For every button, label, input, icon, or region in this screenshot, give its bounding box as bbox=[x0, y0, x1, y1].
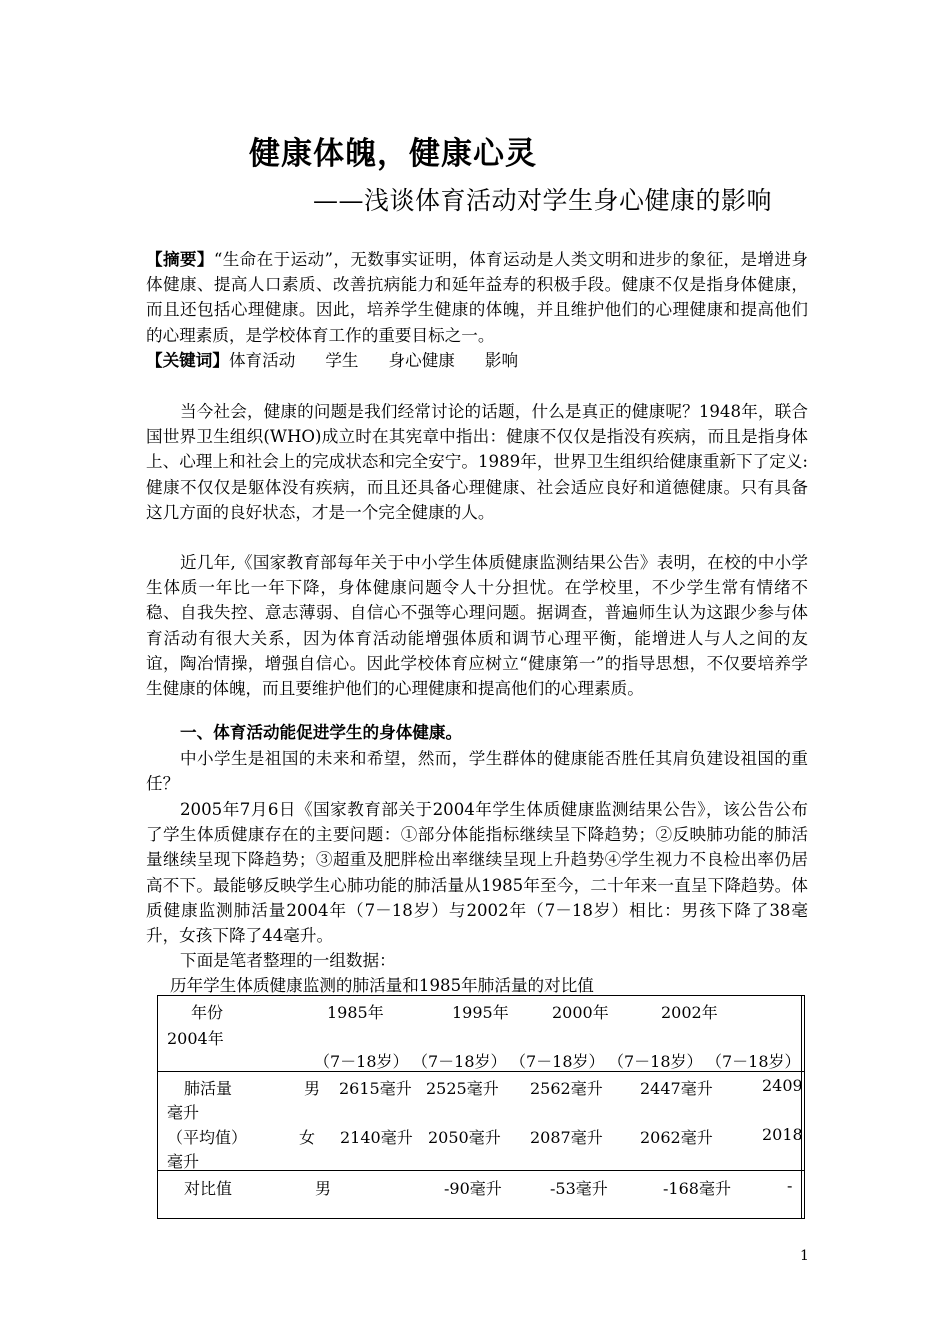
table-caption: 历年学生体质健康监测的肺活量和1985年肺活量的对比值 bbox=[170, 976, 594, 995]
unit-label: 毫升 bbox=[167, 1103, 200, 1122]
keyword-item: 学生 bbox=[325, 351, 359, 370]
table-rule bbox=[801, 996, 802, 1218]
value-cell: - bbox=[787, 1176, 793, 1195]
value-cell: 2409 bbox=[762, 1076, 803, 1095]
year-header: 年份 bbox=[191, 1003, 224, 1022]
value-cell: 2447毫升 bbox=[640, 1079, 713, 1098]
age-range-cell: （7－18岁） bbox=[706, 1052, 801, 1071]
value-cell: 2140毫升 bbox=[340, 1128, 413, 1147]
keyword-item: 身心健康 bbox=[388, 351, 455, 370]
abstract bbox=[146, 247, 808, 348]
year-cell: 2002年 bbox=[661, 1003, 718, 1022]
age-range-cell: （7－18岁） bbox=[608, 1052, 703, 1071]
page-title: 健康体魄，健康心灵 bbox=[249, 136, 537, 172]
female-label: 女 bbox=[299, 1128, 316, 1147]
paragraph-5: 下面是笔者整理的一组数据： bbox=[180, 951, 396, 970]
page-subtitle: ——浅谈体育活动对学生身心健康的影响 bbox=[313, 186, 773, 215]
data-table bbox=[157, 995, 805, 1219]
value-cell: 2615毫升 bbox=[339, 1079, 412, 1098]
unit-label: 毫升 bbox=[167, 1152, 200, 1171]
year-cell: 1985年 bbox=[327, 1003, 384, 1022]
keyword-item: 体育活动 bbox=[228, 351, 296, 370]
year-cell: 2004年 bbox=[167, 1029, 224, 1048]
table-rule bbox=[158, 1170, 804, 1171]
age-range-cell: （7－18岁） bbox=[412, 1052, 507, 1071]
year-cell: 2000年 bbox=[552, 1003, 609, 1022]
male-label: 男 bbox=[304, 1079, 321, 1098]
male-label: 男 bbox=[315, 1179, 332, 1198]
value-cell: 2050毫升 bbox=[428, 1128, 501, 1147]
lung-label: 肺活量 bbox=[184, 1079, 233, 1098]
value-cell: 2562毫升 bbox=[530, 1079, 603, 1098]
section-heading-1: 一、体育活动能促进学生的身体健康。 bbox=[180, 722, 463, 742]
value-cell: -168毫升 bbox=[663, 1179, 731, 1198]
year-cell: 1995年 bbox=[452, 1003, 509, 1022]
value-cell: -53毫升 bbox=[550, 1179, 608, 1198]
paragraph-4: 2005年7月6日《国家教育部关于2004年学生体质健康监测结果公告》，该公告公布了学生体质健康存在的主要问题：①部分体能指标继续呈下降趋势；②反映肺功能的肺活量继续呈现下降趋势；③超重及肥胖检出率继续呈现上升趋势④学生视力不良检出率仍居高不下。最能够反映学生心肺功能的肺活量从1985年至今，二十年来一直呈下降趋势。体质健康监测肺活量2004年（7－18岁）与2002年（7－18岁）相比：男孩下降了38毫升，女孩下降了44毫升。 bbox=[146, 800, 808, 946]
age-range-cell: （7－18岁） bbox=[510, 1052, 605, 1071]
abstract-label: 【摘要】 bbox=[146, 249, 214, 269]
paragraph-3: 中小学生是祖国的未来和希望，然而，学生群体的健康能否胜任其肩负建设祖国的重任？ bbox=[146, 749, 808, 794]
value-cell: 2525毫升 bbox=[426, 1079, 499, 1098]
paragraph-2: 近几年,《国家教育部每年关于中小学生体质健康监测结果公告》表明，在校的中小学生体质一年比一年下降，身体健康问题令人十分担忧。在学校里，不少学生常有情绪不稳、自我失控、意志薄弱、自信心不强等心理问题。据调查，普遍师生认为这跟少参与体育活动有很大关系，因为体育活动能增强体质和调节心理平衡，能增进人与人之间的友谊，陶冶情操，增强自信心。因此学校体育应树立“健康第一”的指导思想，不仅要培养学生健康的体魄，而且要维护他们的心理健康和提高他们的心理素质。 bbox=[146, 553, 808, 699]
average-label: （平均值） bbox=[167, 1128, 248, 1147]
keywords bbox=[146, 348, 518, 373]
keyword-item: 影响 bbox=[484, 351, 519, 370]
value-cell: -90毫升 bbox=[444, 1179, 502, 1198]
page-number: 1 bbox=[800, 1248, 809, 1264]
value-cell: 2087毫升 bbox=[530, 1128, 603, 1147]
age-range-cell: （7－18岁） bbox=[314, 1052, 409, 1071]
value-cell: 2018 bbox=[762, 1125, 803, 1144]
keywords-label: 【关键词】 bbox=[146, 350, 229, 370]
abstract-text: “生命在于运动”，无数事实证明，体育运动是人类文明和进步的象征，是增进身体健康、提高人口素质、改善抗病能力和延年益寿的积极手段。健康不仅是指身体健康，而且还包括心理健康。因此，培养学生健康的体魄，并且维护他们的心理健康和提高他们的心理素质，是学校体育工作的重要目标之一。 bbox=[146, 250, 808, 345]
value-cell: 2062毫升 bbox=[640, 1128, 713, 1147]
paragraph-1: 当今社会，健康的问题是我们经常讨论的话题，什么是真正的健康呢？1948年，联合国世界卫生组织(WHO)成立时在其宪章中指出：健康不仅仅是指没有疾病，而且是指身体上、心理上和社会上的完成状态和完全安宁。1989年，世界卫生组织给健康重新下了定义:健康不仅仅是躯体没有疾病，而且还具备心理健康、社会适应良好和道德健康。只有具备这几方面的良好状态，才是一个完全健康的人。 bbox=[146, 402, 808, 522]
diff-label: 对比值 bbox=[184, 1179, 233, 1198]
